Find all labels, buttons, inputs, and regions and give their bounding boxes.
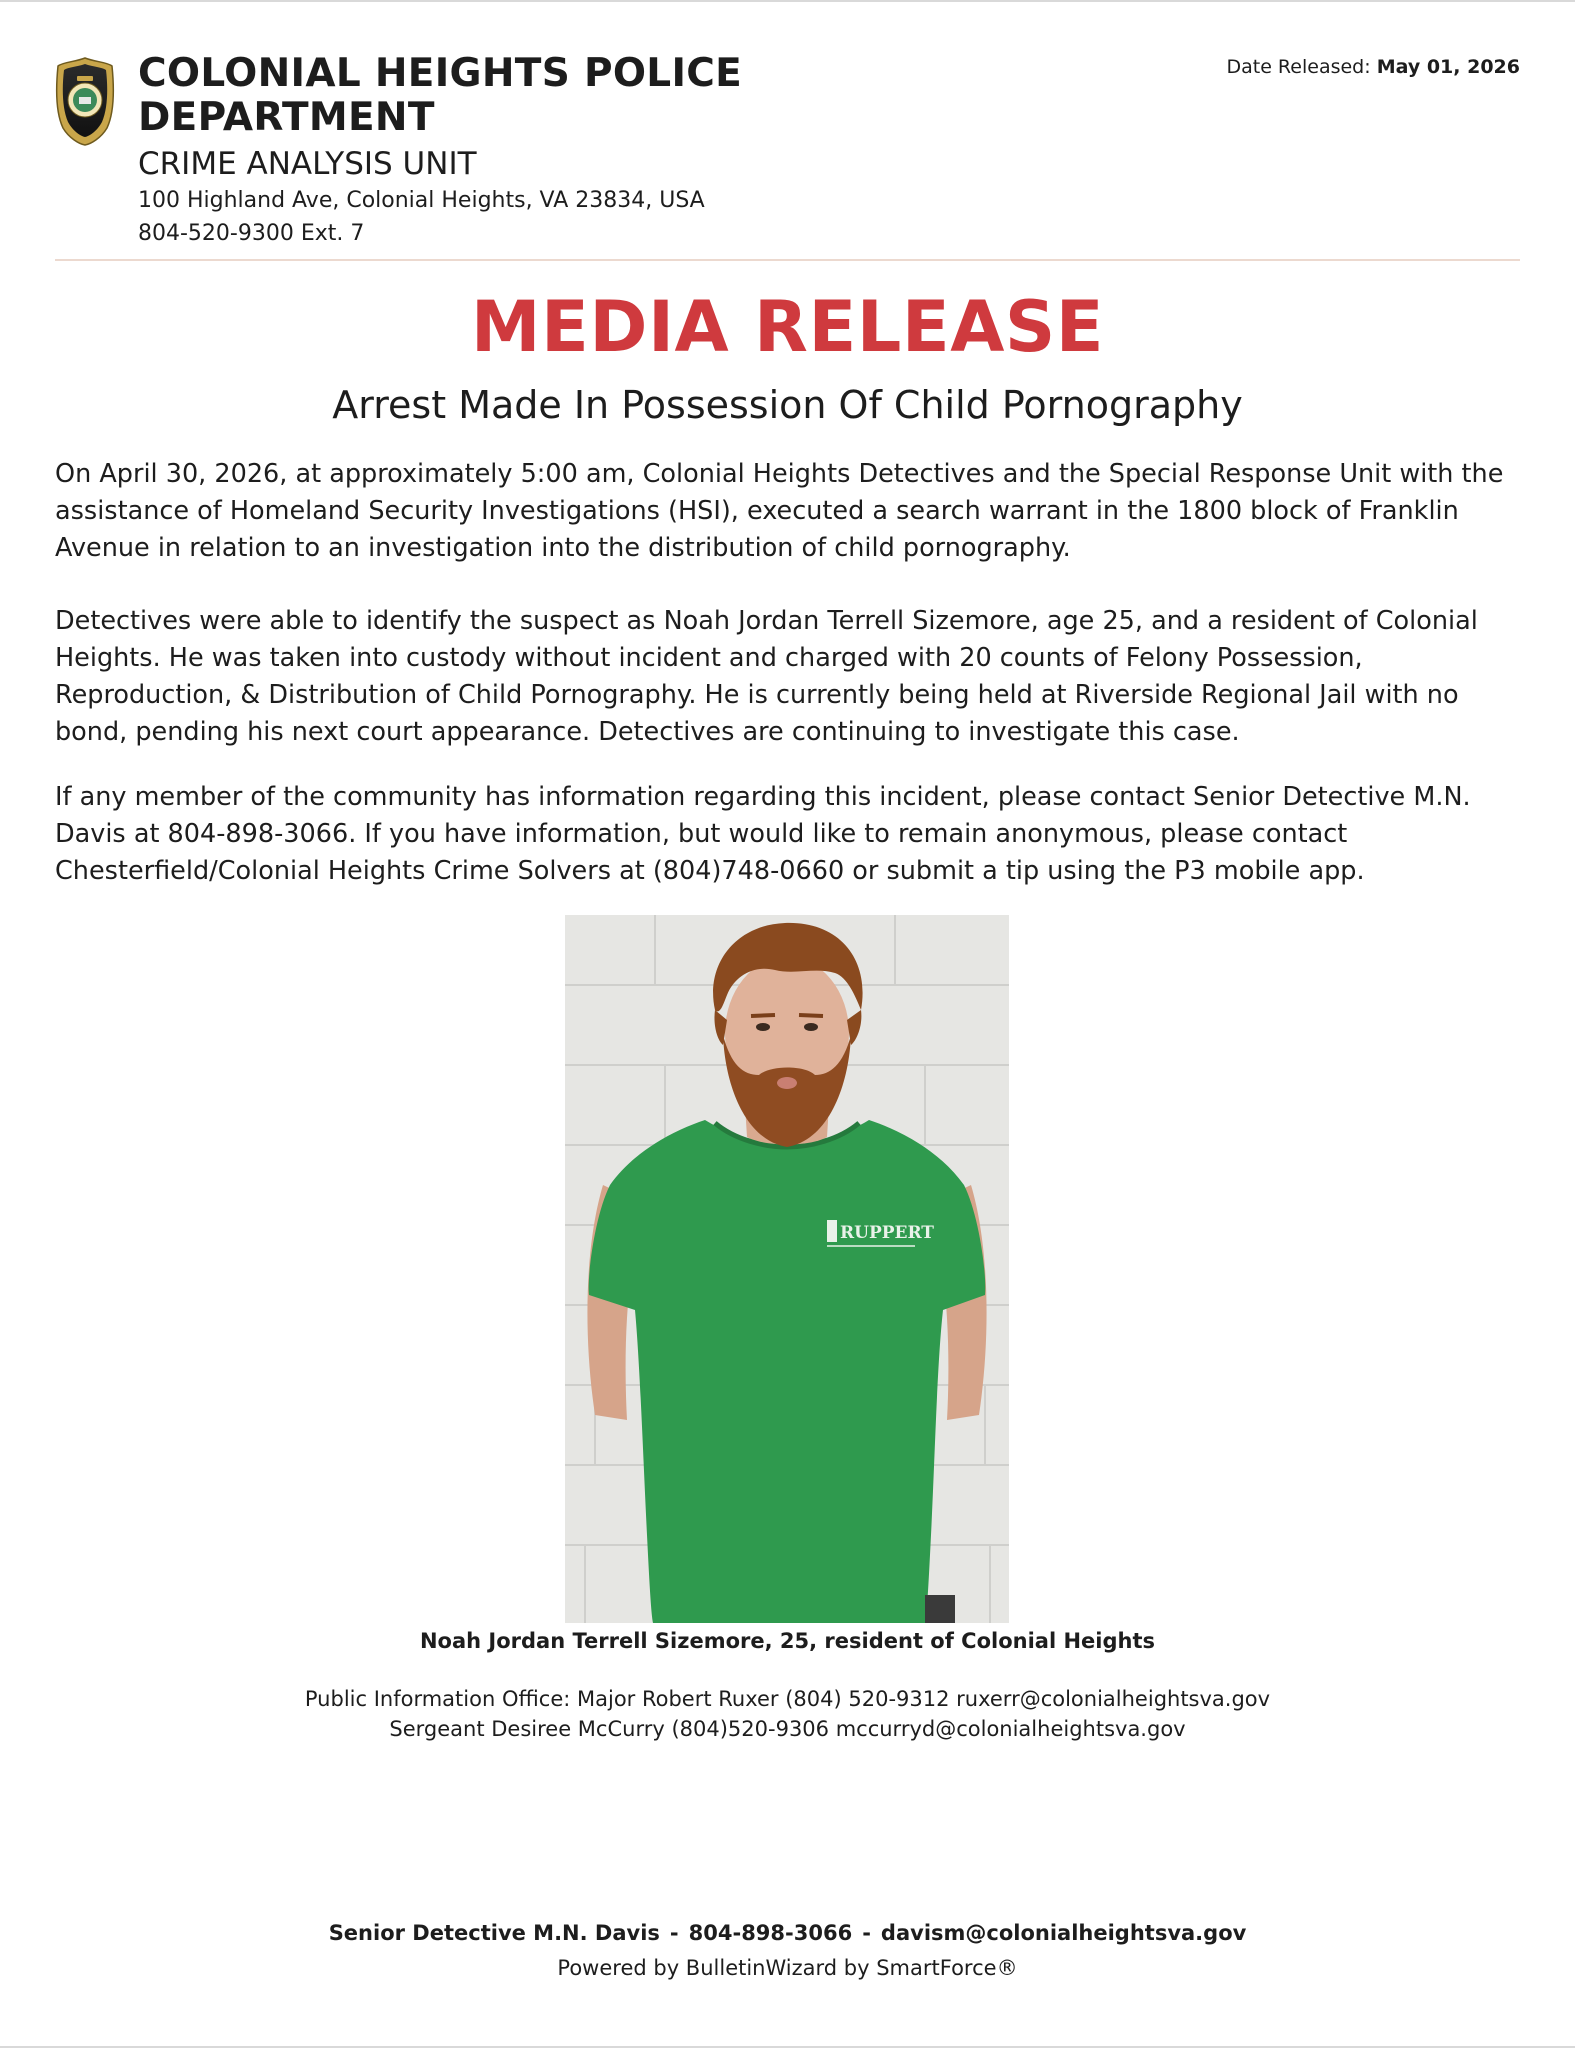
police-badge-icon (55, 56, 115, 146)
org-name-line1: COLONIAL HEIGHTS POLICE (138, 51, 743, 96)
unit-name: CRIME ANALYSIS UNIT (138, 146, 477, 182)
release-body (55, 456, 1525, 890)
org-block (138, 52, 938, 250)
footer-contact-phone: 804-898-3066 (688, 1921, 853, 1945)
org-phone: 804-520-9300 Ext. 7 (138, 221, 365, 246)
org-address: 100 Highland Ave, Colonial Heights, VA 23834, USA (138, 188, 705, 213)
shirt-logo-text: RUPPERT (840, 1223, 934, 1243)
footer-separator-1: - (669, 1921, 679, 1945)
org-name-line2: DEPARTMENT (138, 95, 435, 140)
date-label: Date Released: (1226, 56, 1371, 78)
body-paragraph-3: If any member of the community has information regarding this incident, please contact Senior Detective M.N. Davis at 804-898-3066. If you have information, but would like to remain anonymous, please contact Chesterfield/Colonial Heights Crime Solvers at (804)748-0660 or submit a tip using the P3 mobile app. (55, 782, 1471, 886)
photo-caption: Noah Jordan Terrell Sizemore, 25, resident of Colonial Heights (419, 1629, 1155, 1653)
header (55, 52, 1520, 257)
page-subtitle: Arrest Made In Possession Of Child Pornography (332, 383, 1243, 427)
footer-contact-email: davism@colonialheightsva.gov (880, 1921, 1247, 1945)
header-divider (55, 259, 1520, 261)
pio-line-1: Public Information Office: Major Robert Ruxer (804) 520-9312 ruxerr@colonialheightsva.gov (304, 1687, 1271, 1711)
pio-line-2: Sergeant Desiree McCurry (804)520-9306 mccurryd@colonialheightsva.gov (389, 1717, 1186, 1741)
top-border (0, 0, 1575, 2)
footer-contact-name: Senior Detective M.N. Davis (328, 1921, 660, 1945)
suspect-photo (565, 915, 1009, 1623)
footer-separator-2: - (862, 1921, 871, 1945)
date-released (1226, 56, 1520, 78)
page-title: MEDIA RELEASE (470, 286, 1105, 368)
body-paragraph-1: On April 30, 2026, at approximately 5:00 am, Colonial Heights Detectives and the Special Response Unit with the assistance of Homeland Security Investigations (HSI), executed a search warrant in the 1800 block of Franklin Avenue in relation to an investigation into the distribution of child pornography. (55, 459, 1504, 563)
public-information-office (0, 1684, 1575, 1744)
body-paragraph-2: Detectives were able to identify the suspect as Noah Jordan Terrell Sizemore, age 25, and a resident of Colonial Heights. He was taken into custody without incident and charged with 20 counts of Felony Possession, Reproduction, & Distribution of Child Pornography. He is currently being held at Riverside Regional Jail with no bond, pending his next court appearance. Detectives are continuing to investigate this case. (55, 606, 1478, 747)
date-value: May 01, 2026 (1376, 56, 1520, 78)
powered-by: Powered by BulletinWizard by SmartForce® (557, 1956, 1018, 1980)
footer-contact (0, 1916, 1575, 1950)
